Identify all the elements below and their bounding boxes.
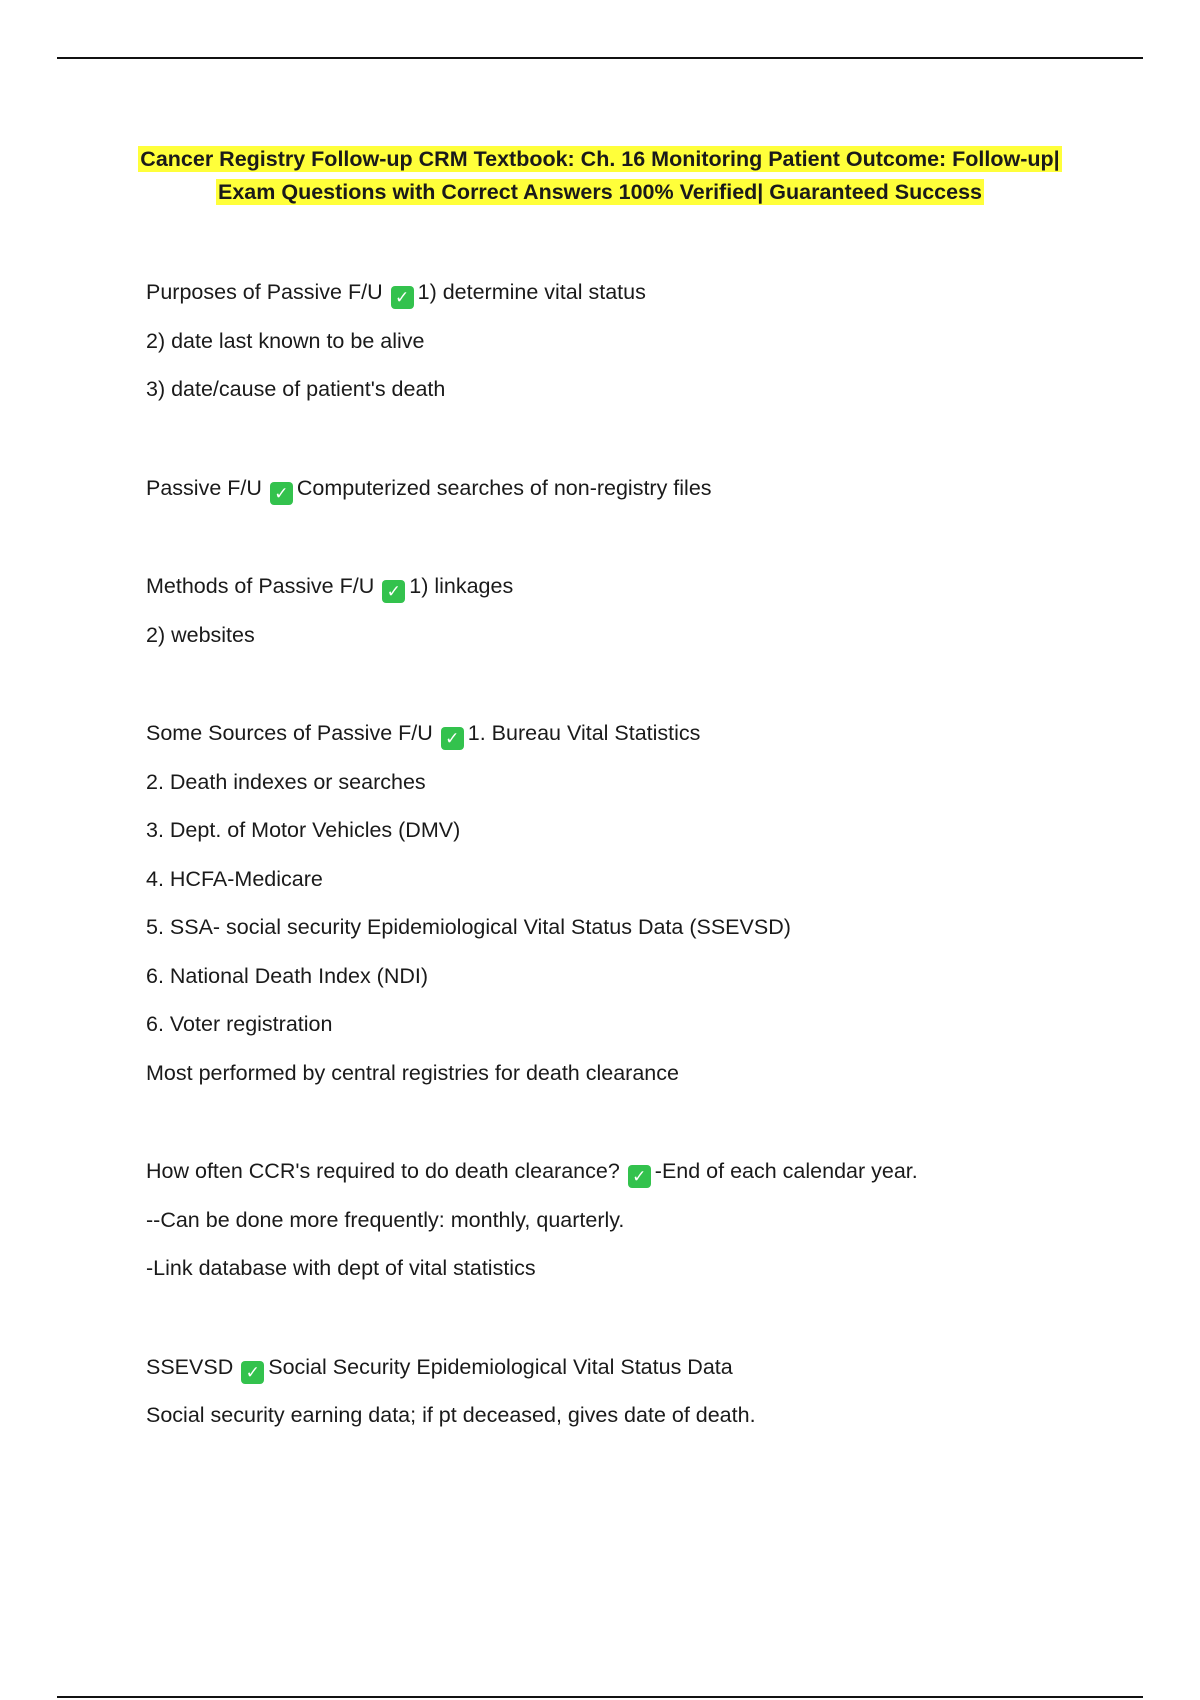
qa-question-line xyxy=(146,473,1146,522)
section-gap xyxy=(146,668,1146,718)
question-text: Purposes of Passive F/U xyxy=(146,280,383,304)
answer-line: 3. Dept. of Motor Vehicles (DMV) xyxy=(146,818,461,842)
qa-question-line xyxy=(146,1156,1146,1205)
top-divider xyxy=(57,57,1143,59)
answer-line: Social security earning data; if pt deceased, gives date of death. xyxy=(146,1403,756,1427)
question-text: SSEVSD xyxy=(146,1354,234,1379)
qa-question-line xyxy=(146,571,1146,620)
answer-line: 2. Death indexes or searches xyxy=(146,769,426,794)
answer-text: -End of each calendar year. xyxy=(654,1159,918,1183)
answer-line: 3) date/cause of patient's death xyxy=(146,377,446,401)
question-text: How often CCR's required to do death clearance? xyxy=(146,1159,620,1183)
answer-line: 5. SSA- social security Epidemiological Vital Status Data (SSEVSD) xyxy=(146,915,791,939)
answer-text: 1) linkages xyxy=(409,574,514,598)
question-text: Methods of Passive F/U xyxy=(146,574,375,598)
answer-line: 2) websites xyxy=(146,622,255,647)
check-mark-icon: ✓ xyxy=(382,580,405,603)
bottom-divider xyxy=(57,1696,1143,1698)
section-gap xyxy=(146,423,1146,473)
answer-line: -Link database with dept of vital statistics xyxy=(146,1256,536,1280)
answer-text: 1) determine vital status xyxy=(417,280,646,304)
qa-content xyxy=(146,277,1146,1449)
qa-question-line xyxy=(146,718,1146,767)
answer-line: 6. National Death Index (NDI) xyxy=(146,963,429,988)
answer-line: 6. Voter registration xyxy=(146,1012,333,1036)
answer-line: 2) date last known to be alive xyxy=(146,328,425,353)
title-line-1: Cancer Registry Follow-up CRM Textbook: Ch. 16 Monitoring Patient Outcome: Follow-up| xyxy=(140,147,1060,171)
check-mark-icon: ✓ xyxy=(241,1361,264,1384)
check-mark-icon: ✓ xyxy=(628,1165,651,1188)
title-line-2: Exam Questions with Correct Answers 100% Verified| Guaranteed Success xyxy=(218,180,982,204)
qa-question-line xyxy=(146,277,1146,326)
answer-line: --Can be done more frequently: monthly, quarterly. xyxy=(146,1207,625,1232)
answer-text: Social Security Epidemiological Vital Status Data xyxy=(268,1354,733,1379)
answer-line: Most performed by central registries for death clearance xyxy=(146,1060,679,1085)
question-text: Passive F/U xyxy=(146,475,262,500)
check-mark-icon: ✓ xyxy=(441,727,464,750)
section-gap xyxy=(146,1106,1146,1156)
answer-text: Computerized searches of non-registry files xyxy=(296,475,712,500)
question-text: Some Sources of Passive F/U xyxy=(146,721,433,745)
answer-text: 1. Bureau Vital Statistics xyxy=(467,721,701,745)
check-mark-icon: ✓ xyxy=(391,286,414,309)
qa-question-line xyxy=(146,1352,1146,1401)
section-gap xyxy=(146,521,1146,571)
answer-line: 4. HCFA-Medicare xyxy=(146,866,323,891)
check-mark-icon: ✓ xyxy=(270,482,293,505)
document-title xyxy=(100,143,1100,209)
section-gap xyxy=(146,1302,1146,1352)
